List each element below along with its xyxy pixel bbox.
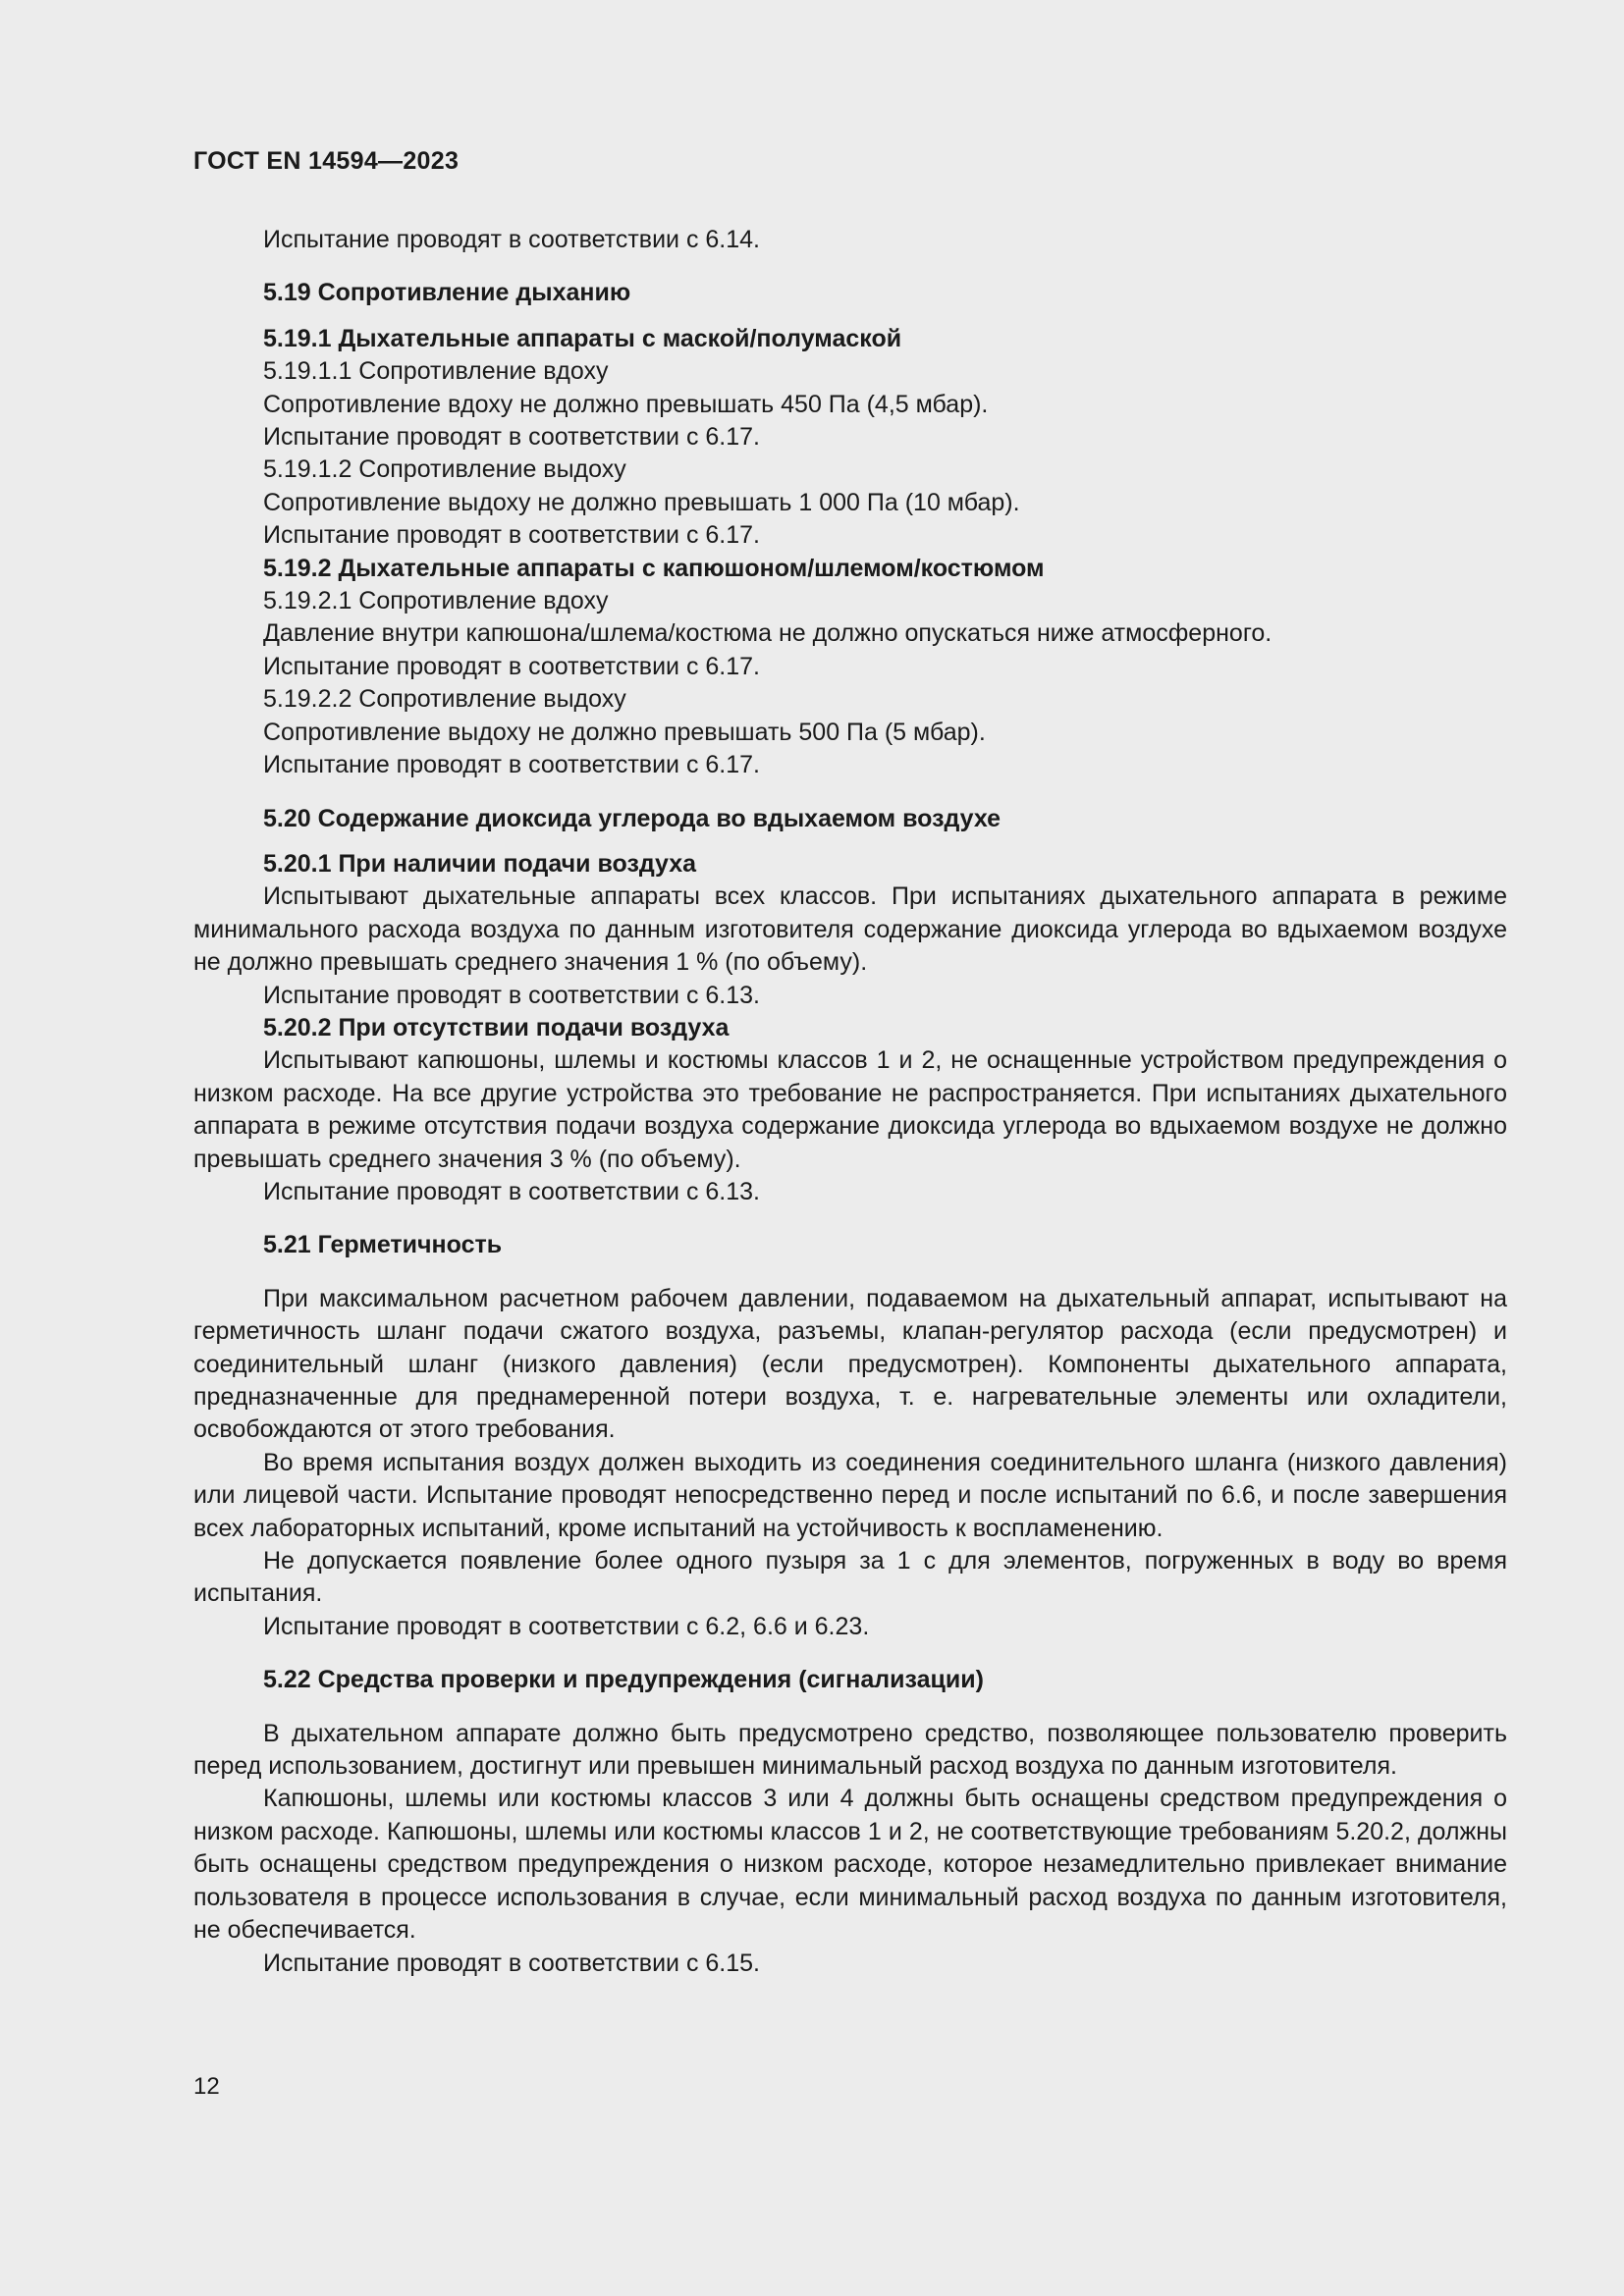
paragraph: Сопротивление выдоху не должно превышать 500 Па (5 мбар).	[263, 718, 986, 746]
paragraph: Сопротивление выдоху не должно превышать 1 000 Па (10 мбар).	[263, 488, 1020, 516]
subsection-heading-5-19-2: 5.19.2 Дыхательные аппараты с капюшоном/шлемом/костюмом	[263, 554, 1045, 582]
paragraph: При максимальном расчетном рабочем давлении, подаваемом на дыхательный аппарат, испытывают на герметичность шланг подачи сжатого воздуха, разъемы, клапан-регулятор расхода (если предусмотрен) и соединительный шланг (низкого давления) (если предусмотрен). Компоненты дыхательного аппарата, предназначенные для преднамеренной потери воздуха, т. е. нагревательные элементы или охладители, освобождаются от этого требования.	[193, 1284, 1507, 1444]
clause-title: 5.19.2.1 Сопротивление вдоху	[263, 587, 609, 615]
clause-title: 5.19.2.2 Сопротивление выдоху	[263, 685, 626, 714]
paragraph: Испытание проводят в соответствии с 6.17.	[263, 521, 761, 550]
document-body	[193, 224, 1507, 1980]
paragraph: Испытание проводят в соответствии с 6.17.	[263, 751, 761, 779]
paragraph: Испытание проводят в соответствии с 6.13.	[263, 981, 761, 1009]
paragraph: Капюшоны, шлемы или костюмы классов 3 или 4 должны быть оснащены средством предупреждения о низком расходе. Капюшоны, шлемы или костюмы классов 1 и 2, не соответствующие требованиям 5.20.2, должны быть оснащены средством предупреждения о низком расходе, которое незамедлительно привлекает внимание пользователя в процессе использования в случае, если минимальный расход воздуха по данным изготовителя, не обеспечивается.	[193, 1785, 1507, 1945]
paragraph: Сопротивление вдоху не должно превышать 450 Па (4,5 мбар).	[263, 390, 989, 418]
document-code-header: ГОСТ EN 14594—2023	[193, 147, 460, 175]
paragraph: Испытание проводят в соответствии с 6.2, 6.6 и 6.23.	[263, 1612, 870, 1640]
clause-title: 5.19.1.1 Сопротивление вдоху	[263, 357, 609, 386]
subsection-heading-5-20-2: 5.20.2 При отсутствии подачи воздуха	[263, 1013, 730, 1041]
paragraph: Испытание проводят в соответствии с 6.13.	[263, 1177, 761, 1205]
subsection-heading-5-20-1: 5.20.1 При наличии подачи воздуха	[263, 849, 697, 878]
section-heading-5-21: 5.21 Герметичность	[263, 1231, 503, 1259]
page-number: 12	[193, 2073, 220, 2100]
section-heading-5-19: 5.19 Сопротивление дыханию	[263, 279, 631, 307]
paragraph: Испытывают дыхательные аппараты всех классов. При испытаниях дыхательного аппарата в режиме минимального расхода воздуха по данным изготовителя содержание диоксида углерода во вдыхаемом воздухе не должно превышать среднего значения 1 % (по объему).	[193, 882, 1507, 977]
subsection-heading-5-19-1: 5.19.1 Дыхательные аппараты с маской/полумаской	[263, 324, 902, 352]
section-heading-5-22: 5.22 Средства проверки и предупреждения (сигнализации)	[263, 1666, 984, 1694]
paragraph: Во время испытания воздух должен выходить из соединения соединительного шланга (низкого давления) или лицевой части. Испытание проводят непосредственно перед и после испытаний по 6.6, и после завершения всех лабораторных испытаний, кроме испытаний на устойчивость к воспламенению.	[193, 1448, 1507, 1542]
paragraph: В дыхательном аппарате должно быть предусмотрено средство, позволяющее пользователю проверить перед использованием, достигнут или превышен минимальный расход воздуха по данным изготовителя.	[193, 1719, 1507, 1781]
paragraph: Испытание проводят в соответствии с 6.15.	[263, 1949, 761, 1977]
paragraph: Испытание проводят в соответствии с 6.17.	[263, 652, 761, 680]
paragraph: Не допускается появление более одного пузыря за 1 с для элементов, погруженных в воду во время испытания.	[193, 1547, 1507, 1608]
clause-title: 5.19.1.2 Сопротивление выдоху	[263, 455, 626, 484]
section-heading-5-20: 5.20 Содержание диоксида углерода во вдыхаемом воздухе	[263, 804, 1001, 832]
paragraph: Испытывают капюшоны, шлемы и костюмы классов 1 и 2, не оснащенные устройством предупреждения о низком расходе. На все другие устройства это требование не распространяется. При испытаниях дыхательного аппарата в режиме отсутствия подачи воздуха содержание диоксида углерода во вдыхаемом воздухе не должно превышать среднего значения 3 % (по объему).	[193, 1046, 1507, 1173]
paragraph: Испытание проводят в соответствии с 6.14.	[263, 226, 761, 253]
paragraph: Испытание проводят в соответствии с 6.17.	[263, 423, 761, 452]
paragraph: Давление внутри капюшона/шлема/костюма не должно опускаться ниже атмосферного.	[263, 619, 1272, 648]
